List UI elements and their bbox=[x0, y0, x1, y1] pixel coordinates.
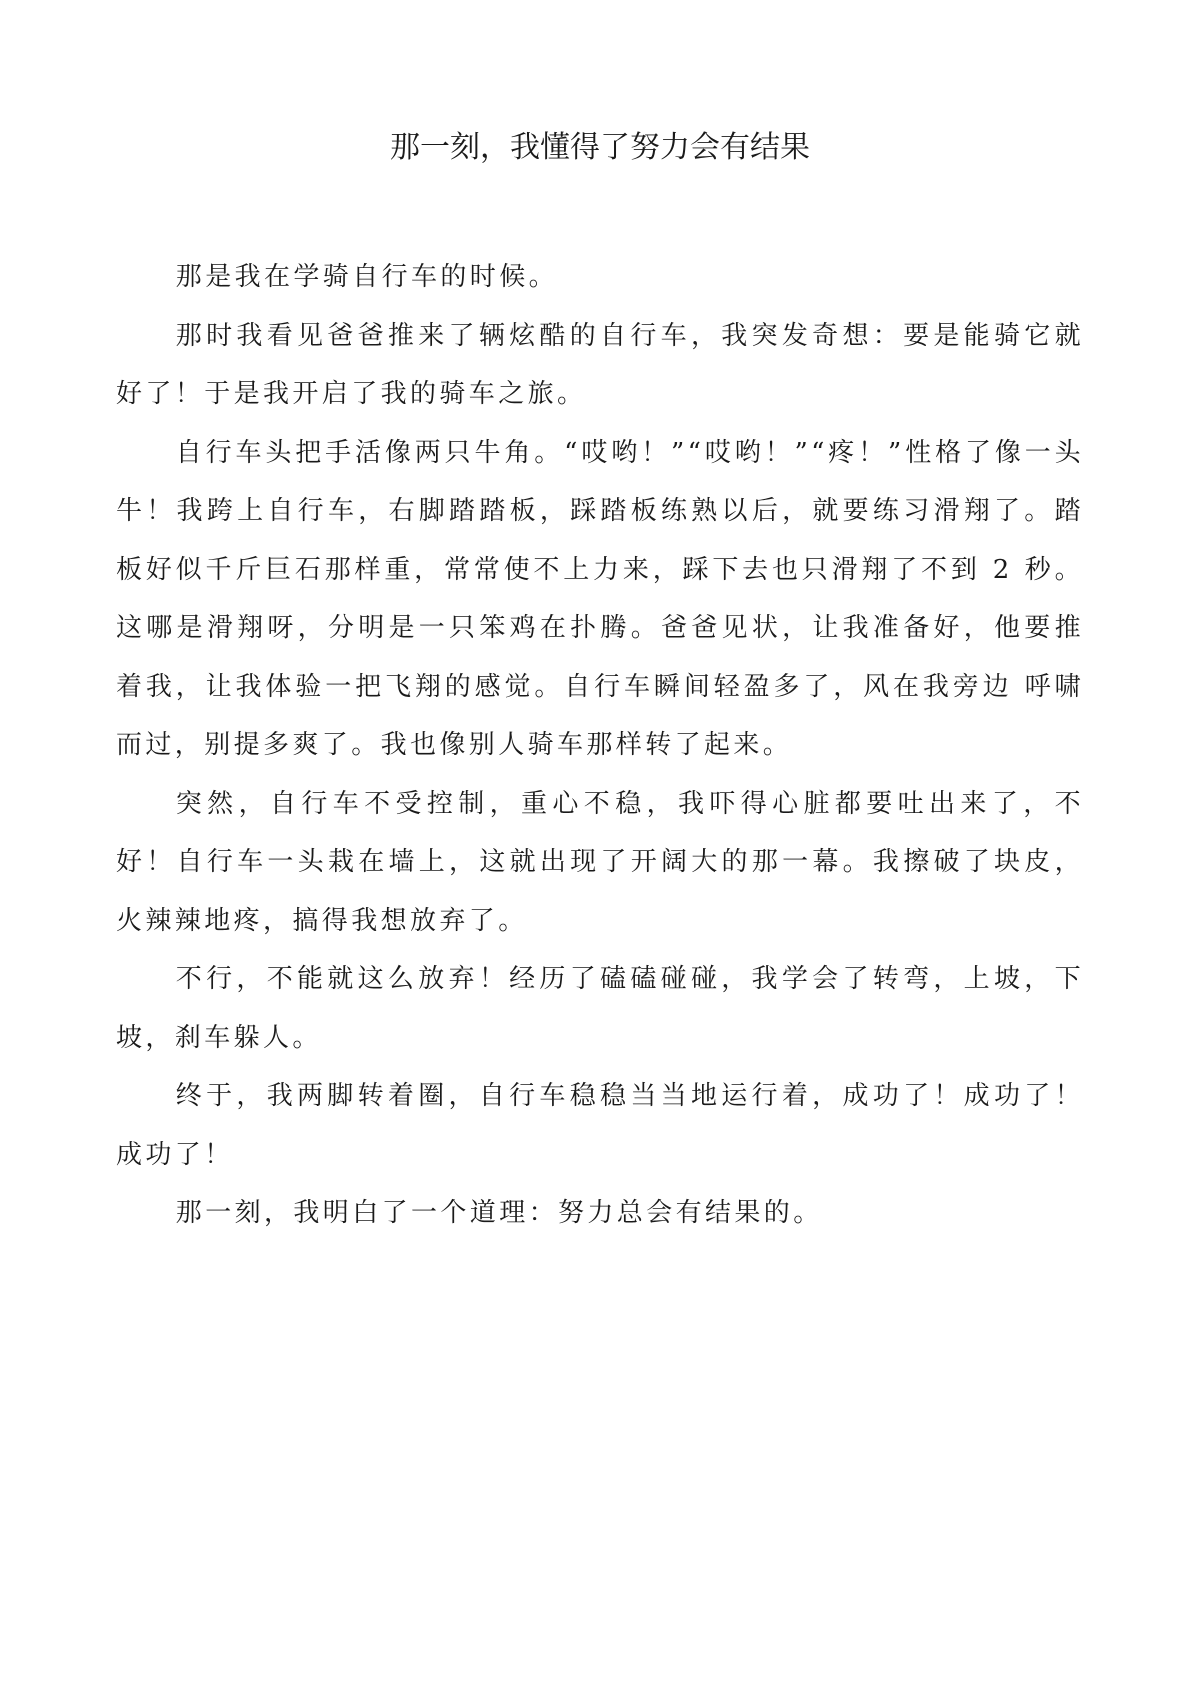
essay-body bbox=[116, 248, 1084, 1243]
paragraph-1: 那是我在学骑自行车的时候。 bbox=[175, 262, 558, 292]
paragraph-5: 不行，不能就这么放弃！经历了磕磕碰碰，我学会了转弯，上坡，下坡，刹车躲人。 bbox=[116, 964, 1084, 1053]
paragraph-4: 突然，自行车不受控制，重心不稳，我吓得心脏都要吐出来了，不好！自行车一头栽在墙上，这就出现了开阔大的那一幕。我擦破了块皮，火辣辣地疼，搞得我想放弃了。 bbox=[116, 788, 1084, 936]
page-title: 那一刻，我懂得了努力会有结果 bbox=[390, 130, 810, 165]
paragraph-7: 那一刻，我明白了一个道理：努力总会有结果的。 bbox=[175, 1198, 823, 1228]
paragraph-2: 那时我看见爸爸推来了辆炫酷的自行车，我突发奇想：要是能骑它就好了！于是我开启了我的骑车之旅。 bbox=[116, 320, 1084, 409]
paragraph-3: 自行车头把手活像两只牛角。“哎哟！”“哎哟！”“疼！”性格了像一头牛！我跨上自行车，右脚踏踏板，踩踏板练熟以后，就要练习滑翔了。踏板好似千斤巨石那样重，常常使不上力来，踩下去也只滑翔了不到 2 秒。这哪是滑翔呀，分明是一只笨鸡在扑腾。爸爸见状，让我准备好，他要推着我，让我体验一把飞翔的感觉。自行车瞬间轻盈多了，风在我旁边 呼啸而过，别提多爽了。我也像别人骑车那样转了起来。 bbox=[116, 437, 1084, 760]
paragraph-6: 终于，我两脚转着圈，自行车稳稳当当地运行着，成功了！成功了！成功了！ bbox=[116, 1081, 1084, 1170]
